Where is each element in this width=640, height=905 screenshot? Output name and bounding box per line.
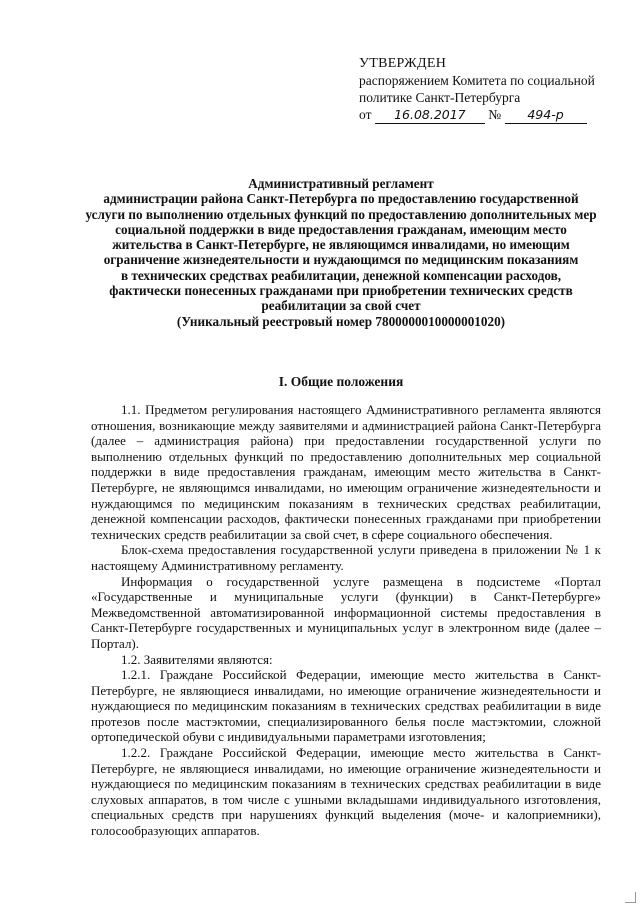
regulation-title-line: жительства в Санкт-Петербурге, не являющимся инвалидами, но имеющим xyxy=(112,237,570,253)
approval-date-handwritten: 16.08.2017 xyxy=(375,106,485,124)
approval-date-number-line xyxy=(359,106,595,124)
document-body xyxy=(91,402,601,839)
approval-title: УТВЕРЖДЕН xyxy=(359,56,447,71)
regulation-title-line: администрации района Санкт-Петербурга по предоставлению государственной xyxy=(103,191,579,207)
approval-number-handwritten: 494-р xyxy=(505,106,587,124)
regulation-title-line: социальной поддержки в виде предоставления гражданам, имеющим место xyxy=(115,221,567,237)
regulation-title xyxy=(80,176,602,329)
paragraph-1-2: 1.2. Заявителями являются: xyxy=(121,651,273,667)
regulation-title-line: ограничение жизнедеятельности и нуждающимся по медицинским показаниям xyxy=(103,252,579,268)
approval-number-label: № xyxy=(488,107,502,122)
approval-stamp xyxy=(359,55,595,124)
paragraph-1-2-1: 1.2.1. Граждане Российской Федерации, имеющие место жительства в Санкт-Петербурге, не являющиеся инвалидами, но имеющие ограничение жизнедеятельности и нуждающиеся по медицинским показаниям в технических средствах реабилитации в виде протезов после мастэктомии, специализированного белья после мастэктомии, сложной ортопедической обуви с индивидуальными параметрами изготовления; xyxy=(91,667,601,745)
regulation-title-line: Административный регламент xyxy=(248,176,434,191)
regulation-title-line: реабилитации за свой счет xyxy=(261,298,421,314)
scan-corner-mark xyxy=(625,892,636,903)
paragraph-block-scheme: Блок-схема предоставления государственной услуги приведена в приложении № 1 к настоящему Административному регламенту. xyxy=(91,542,601,573)
approval-line-2: политике Санкт-Петербурга xyxy=(359,90,521,105)
regulation-title-line: в технических средствах реабилитации, денежной компенсации расходов, xyxy=(120,267,562,283)
regulation-title-line: фактически понесенных гражданами при приобретении технических средств xyxy=(109,283,573,299)
section-heading: I. Общие положения xyxy=(278,374,404,389)
approval-from-label: от xyxy=(359,107,372,122)
paragraph-1-1: 1.1. Предметом регулирования настоящего Административного регламента являются отношения, возникающие между заявителями и администрацией района Санкт-Петербурга (далее – администрация района) при предоставлении государственной услуги по выполнению отдельных функций по предоставлению дополнительных мер социальной поддержки в виде предоставления гражданам, имеющим место жительства в Санкт-Петербурге, не являющимся инвалидами, но имеющим ограничение жизнедеятельности и нуждающимся по медицинским показаниям в технических средствах реабилитации, денежной компенсации расходов, фактически понесенных гражданами при приобретении технических средств реабилитации за свой счет, в сфере социального обеспечения. xyxy=(91,402,601,542)
paragraph-1-2-2: 1.2.2. Граждане Российской Федерации, имеющие место жительства в Санкт-Петербурге, не являющиеся инвалидами, но имеющие ограничение жизнедеятельности и нуждающиеся по медицинским показаниям в технических средствах реабилитации в виде слуховых аппаратов, в том числе с ушными вкладышами индивидуального изготовления, специальных средств при нарушениях функций выделения (моче- и калоприемники), голосообразующих аппаратов. xyxy=(91,745,601,839)
approval-line-1: распоряжением Комитета по социальной xyxy=(359,73,595,88)
registry-number: (Уникальный реестровый номер 7800000010000001020) xyxy=(176,313,506,329)
regulation-title-line: услуги по выполнению отдельных функций по предоставлению дополнительных мер xyxy=(85,206,597,222)
paragraph-portal-info: Информация о государственной услуге размещена в подсистеме «Портал «Государственные и муниципальные услуги (функции) в Санкт-Петербурге» Межведомственной автоматизированной информационной системы предоставления в Санкт-Петербурге государственных и муниципальных услуг в электронном виде (далее – Портал). xyxy=(91,573,601,651)
